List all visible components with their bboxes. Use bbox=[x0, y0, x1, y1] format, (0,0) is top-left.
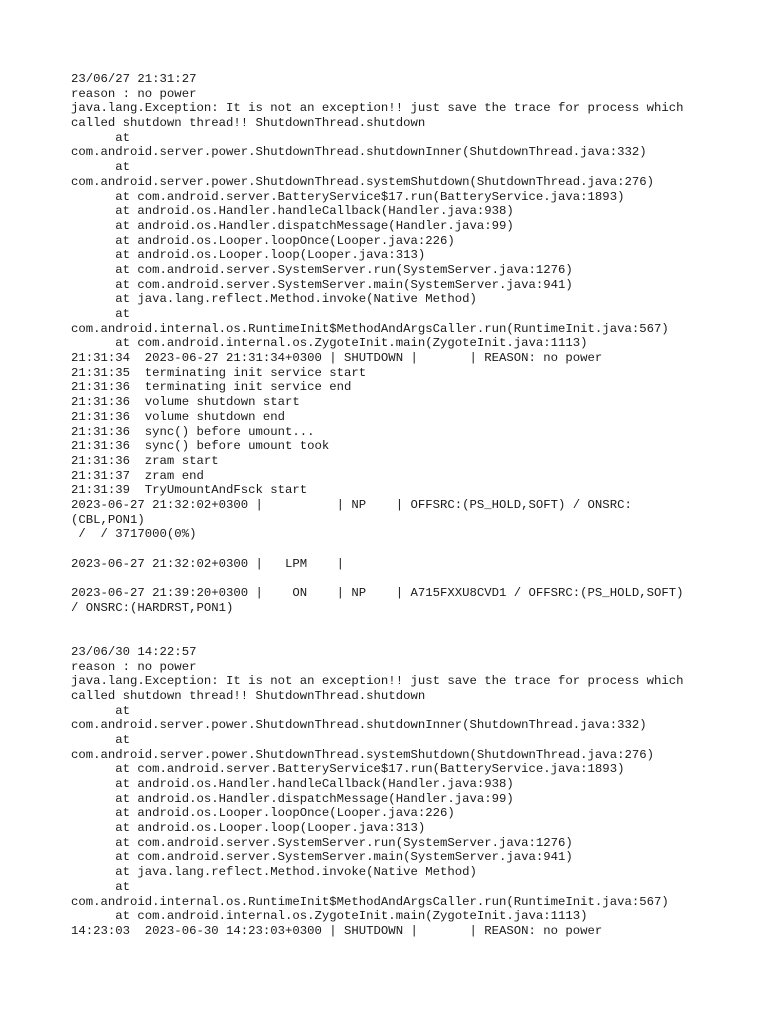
log-line: at android.os.Handler.handleCallback(Handler.java:938) bbox=[71, 204, 514, 219]
log-line: at com.android.server.SystemServer.run(SystemServer.java:1276) bbox=[71, 262, 573, 277]
log-line: / ONSRC:(HARDRST,PON1) bbox=[71, 600, 234, 615]
log-line: 21:31:36 terminating init service end bbox=[71, 380, 352, 395]
log-line: at com.android.internal.os.ZygoteInit.main(ZygoteInit.java:1113) bbox=[71, 909, 588, 924]
log-line: java.lang.Exception: It is not an exception!! just save the trace for process which bbox=[71, 674, 684, 689]
log-line: at com.android.internal.os.ZygoteInit.main(ZygoteInit.java:1113) bbox=[71, 336, 588, 351]
log-line: called shutdown thread!! ShutdownThread.shutdown bbox=[71, 688, 426, 703]
log-line: com.android.server.power.ShutdownThread.shutdownInner(ShutdownThread.java:332) bbox=[71, 145, 647, 160]
log-line: at java.lang.reflect.Method.invoke(Native Method) bbox=[71, 292, 477, 307]
blank-line bbox=[71, 571, 711, 586]
log-line: at android.os.Handler.dispatchMessage(Handler.java:99) bbox=[71, 791, 514, 806]
log-line: com.android.server.power.ShutdownThread.shutdownInner(ShutdownThread.java:332) bbox=[71, 718, 647, 733]
log-line: reason : no power bbox=[71, 659, 197, 674]
log-line: at bbox=[71, 879, 131, 894]
log-line: 21:31:36 sync() before umount took bbox=[71, 439, 330, 454]
log-line: reason : no power bbox=[71, 86, 197, 101]
log-line: 2023-06-27 21:32:02+0300 | | NP | OFFSRC:(PS_HOLD,SOFT) / ONSRC: bbox=[71, 497, 632, 512]
log-line: 21:31:36 volume shutdown end bbox=[71, 409, 286, 424]
log-line: at java.lang.reflect.Method.invoke(Native Method) bbox=[71, 865, 477, 880]
log-line: at android.os.Looper.loop(Looper.java:313) bbox=[71, 821, 426, 836]
log-line: at bbox=[71, 160, 131, 175]
log-line: 21:31:39 TryUmountAndFsck start bbox=[71, 483, 308, 498]
log-line: at com.android.server.SystemServer.main(SystemServer.java:941) bbox=[71, 277, 573, 292]
log-line: 2023-06-27 21:32:02+0300 | LPM | bbox=[71, 556, 345, 571]
log-line: 21:31:35 terminating init service start bbox=[71, 365, 367, 380]
log-line: at bbox=[71, 130, 131, 145]
log-line: 23/06/30 14:22:57 bbox=[71, 644, 197, 659]
log-line: com.android.internal.os.RuntimeInit$MethodAndArgsCaller.run(RuntimeInit.java:567) bbox=[71, 894, 669, 909]
log-line: at android.os.Looper.loop(Looper.java:313) bbox=[71, 248, 426, 263]
log-line: at android.os.Looper.loopOnce(Looper.java:226) bbox=[71, 806, 455, 821]
blank-line bbox=[71, 542, 711, 557]
log-line: at com.android.server.BatteryService$17.run(BatteryService.java:1893) bbox=[71, 189, 625, 204]
log-line: 21:31:37 zram end bbox=[71, 468, 204, 483]
log-line: 21:31:36 zram start bbox=[71, 453, 219, 468]
log-line: 23/06/27 21:31:27 bbox=[71, 72, 197, 86]
blank-line bbox=[71, 630, 711, 645]
log-line: com.android.internal.os.RuntimeInit$MethodAndArgsCaller.run(RuntimeInit.java:567) bbox=[71, 321, 669, 336]
log-line: at android.os.Handler.dispatchMessage(Handler.java:99) bbox=[71, 218, 514, 233]
log-line: at bbox=[71, 732, 131, 747]
log-line: 21:31:36 sync() before umount... bbox=[71, 424, 315, 439]
log-line: java.lang.Exception: It is not an exception!! just save the trace for process which bbox=[71, 101, 684, 116]
log-document bbox=[71, 72, 711, 939]
blank-line bbox=[71, 615, 711, 630]
log-line: at android.os.Handler.handleCallback(Handler.java:938) bbox=[71, 777, 514, 791]
log-line: at bbox=[71, 307, 131, 321]
log-line: 14:23:03 2023-06-30 14:23:03+0300 | SHUTDOWN | | REASON: no power bbox=[71, 923, 603, 938]
log-line: com.android.server.power.ShutdownThread.systemShutdown(ShutdownThread.java:276) bbox=[71, 747, 654, 762]
log-line: at com.android.server.SystemServer.run(SystemServer.java:1276) bbox=[71, 835, 573, 850]
log-line: 2023-06-27 21:39:20+0300 | ON | NP | A715FXXU8CVD1 / OFFSRC:(PS_HOLD,SOFT) bbox=[71, 586, 684, 601]
log-line: 21:31:36 volume shutdown start bbox=[71, 395, 300, 410]
log-line: com.android.server.power.ShutdownThread.systemShutdown(ShutdownThread.java:276) bbox=[71, 174, 654, 189]
log-line: at com.android.server.SystemServer.main(SystemServer.java:941) bbox=[71, 850, 573, 865]
log-line: (CBL,PON1) bbox=[71, 512, 145, 527]
log-line: at android.os.Looper.loopOnce(Looper.java:226) bbox=[71, 233, 455, 248]
log-line: 21:31:34 2023-06-27 21:31:34+0300 | SHUTDOWN | | REASON: no power bbox=[71, 351, 603, 366]
log-line: at bbox=[71, 703, 131, 718]
log-line: / / 3717000(0%) bbox=[71, 527, 197, 542]
log-line: at com.android.server.BatteryService$17.run(BatteryService.java:1893) bbox=[71, 762, 625, 777]
log-line: called shutdown thread!! ShutdownThread.shutdown bbox=[71, 116, 426, 131]
